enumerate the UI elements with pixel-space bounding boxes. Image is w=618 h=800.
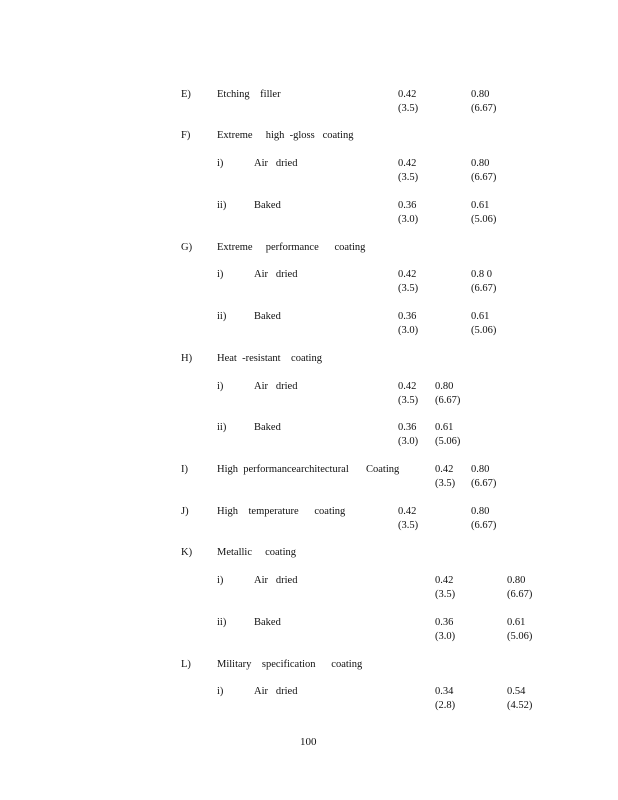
value-cell: 0.8 0 — [471, 269, 492, 280]
value-cell: 0.80 — [471, 464, 490, 475]
value-cell: 0.42 — [435, 575, 454, 586]
value-cell: (6.67) — [507, 589, 533, 600]
row-label: ii) — [217, 311, 227, 322]
value-cell: 0.42 — [398, 506, 417, 517]
value-cell: (5.06) — [435, 436, 461, 447]
value-cell: 0.42 — [398, 158, 417, 169]
row-label: ii) — [217, 422, 227, 433]
row-title: Military specification coating — [217, 659, 363, 670]
row-label: H) — [181, 353, 193, 364]
value-cell: 0.80 — [471, 89, 490, 100]
value-cell: (3.5) — [398, 283, 419, 294]
value-cell: (5.06) — [471, 214, 497, 225]
value-cell: 0.61 — [507, 617, 526, 628]
row-label: G) — [181, 242, 193, 253]
value-cell: 0.42 — [435, 464, 454, 475]
row-title: High performancearchitectural — [217, 464, 349, 475]
value-cell: 0.36 — [398, 200, 417, 211]
value-cell: (3.5) — [398, 103, 419, 114]
value-cell: (3.0) — [398, 325, 419, 336]
value-cell: (3.5) — [435, 589, 456, 600]
page-number: 100 — [300, 736, 317, 748]
row-label: i) — [217, 381, 224, 392]
value-cell: (3.5) — [398, 520, 419, 531]
value-cell: (5.06) — [507, 631, 533, 642]
row-title: Extreme high -gloss coating — [217, 130, 354, 141]
value-cell: (3.5) — [398, 172, 419, 183]
value-cell: 0.61 — [471, 200, 490, 211]
value-cell: 0.54 — [507, 686, 526, 697]
row-title: Metallic coating — [217, 547, 297, 558]
value-cell: (6.67) — [471, 283, 497, 294]
row-title: Baked — [254, 200, 281, 211]
row-title-continued: Coating — [366, 464, 400, 475]
value-cell: 0.80 — [471, 506, 490, 517]
value-cell: 0.61 — [471, 311, 490, 322]
value-cell: 0.42 — [398, 269, 417, 280]
row-title: Air dried — [254, 686, 298, 697]
value-cell: 0.36 — [435, 617, 454, 628]
value-cell: (3.5) — [398, 395, 419, 406]
row-title: Baked — [254, 422, 281, 433]
value-cell: (3.0) — [435, 631, 456, 642]
value-cell: (6.67) — [471, 520, 497, 531]
row-title: Air dried — [254, 158, 298, 169]
row-label: J) — [181, 506, 189, 517]
row-label: ii) — [217, 617, 227, 628]
row-title: Baked — [254, 311, 281, 322]
row-title: Baked — [254, 617, 281, 628]
value-cell: (3.0) — [398, 214, 419, 225]
row-label: i) — [217, 158, 224, 169]
row-label: ii) — [217, 200, 227, 211]
value-cell: 0.80 — [435, 381, 454, 392]
row-title: Extreme performance coating — [217, 242, 366, 253]
row-label: K) — [181, 547, 193, 558]
row-title: Air dried — [254, 269, 298, 280]
row-label: L) — [181, 659, 191, 670]
value-cell: 0.42 — [398, 381, 417, 392]
value-cell: (6.67) — [471, 478, 497, 489]
row-title: Etching filler — [217, 89, 281, 100]
row-label: i) — [217, 575, 224, 586]
row-title: Air dried — [254, 575, 298, 586]
value-cell: 0.80 — [507, 575, 526, 586]
value-cell: (2.8) — [435, 700, 456, 711]
value-cell: (4.52) — [507, 700, 533, 711]
value-cell: 0.36 — [398, 311, 417, 322]
value-cell: 0.80 — [471, 158, 490, 169]
row-title: Air dried — [254, 381, 298, 392]
row-label: E) — [181, 89, 191, 100]
value-cell: 0.34 — [435, 686, 454, 697]
value-cell: 0.42 — [398, 89, 417, 100]
row-label: i) — [217, 269, 224, 280]
value-cell: (3.0) — [398, 436, 419, 447]
row-title: Heat -resistant coating — [217, 353, 322, 364]
value-cell: (6.67) — [435, 395, 461, 406]
value-cell: 0.36 — [398, 422, 417, 433]
row-title: High temperature coating — [217, 506, 346, 517]
value-cell: (6.67) — [471, 103, 497, 114]
row-label: I) — [181, 464, 188, 475]
row-label: F) — [181, 130, 191, 141]
value-cell: (6.67) — [471, 172, 497, 183]
row-label: i) — [217, 686, 224, 697]
value-cell: 0.61 — [435, 422, 454, 433]
value-cell: (5.06) — [471, 325, 497, 336]
value-cell: (3.5) — [435, 478, 456, 489]
